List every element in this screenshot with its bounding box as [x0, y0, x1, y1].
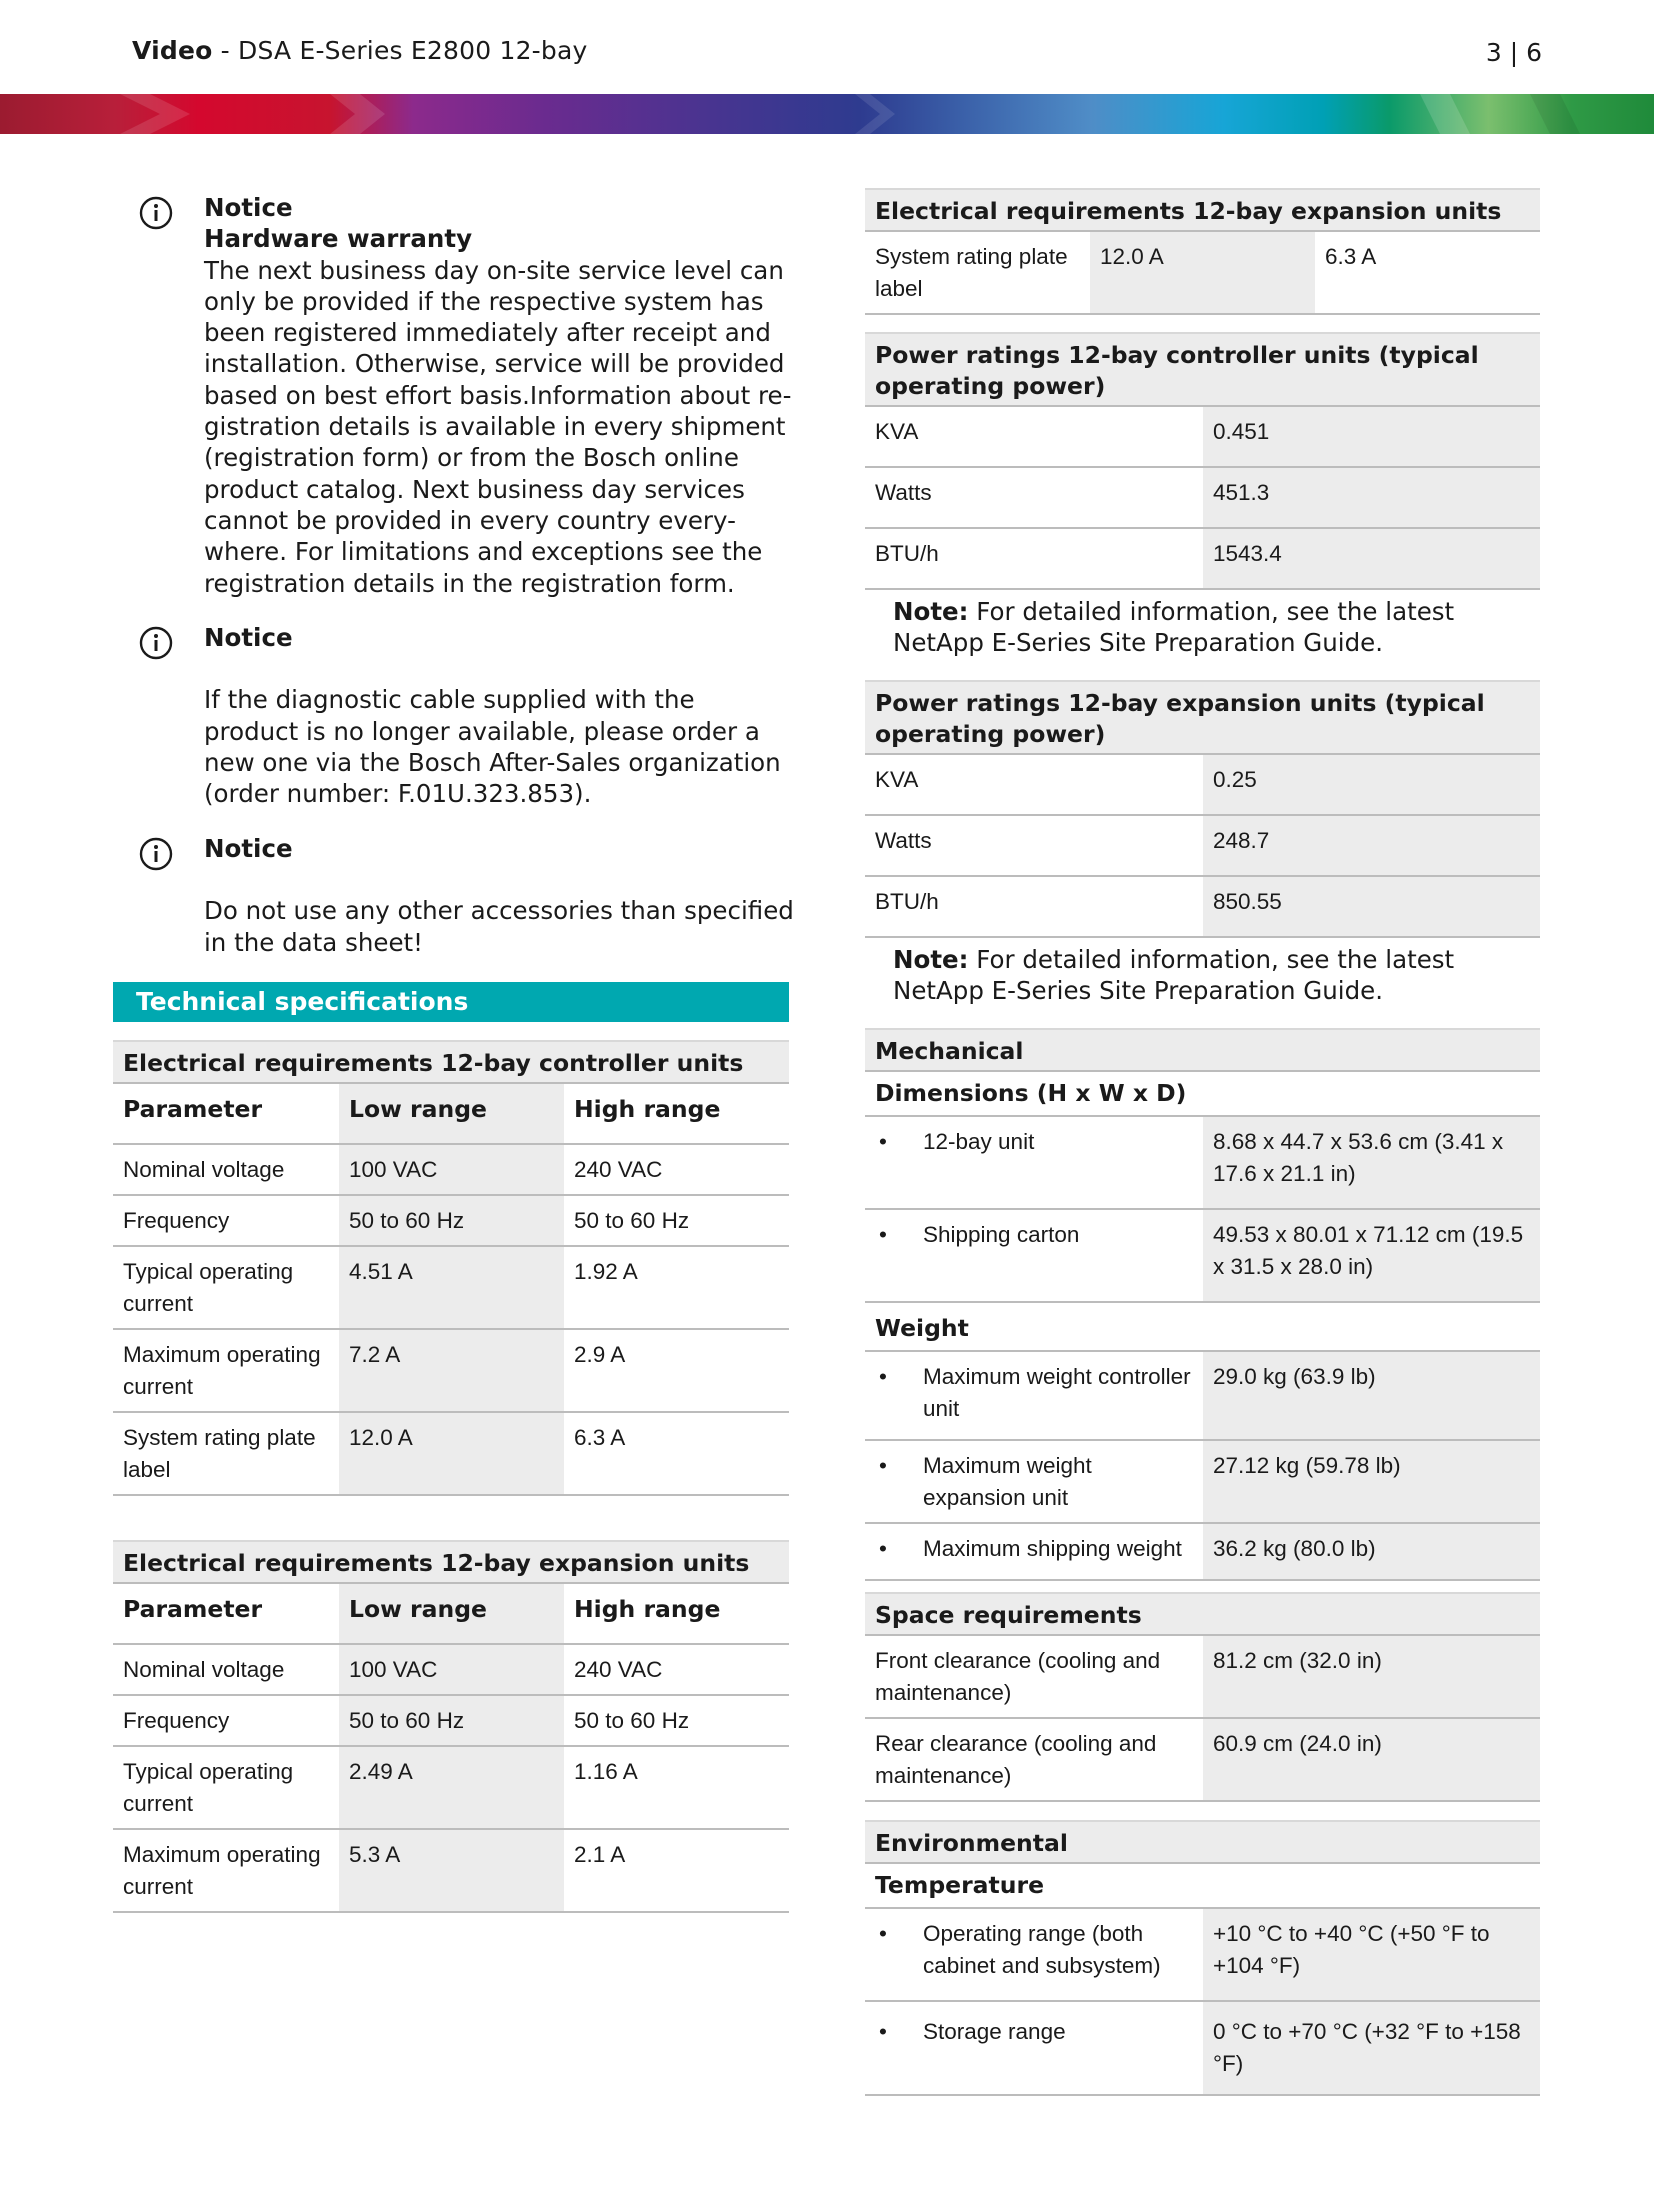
table-row — [865, 406, 1540, 467]
row-high-value: 6.3 A — [1315, 231, 1540, 314]
row-low-value: 12.0 A — [339, 1412, 564, 1495]
row-label-text: Shipping carton — [923, 1222, 1080, 1247]
subsection-title-temperature: Temperature — [865, 1863, 1540, 1908]
row-label — [865, 1116, 1203, 1209]
column-header-low-range: Low range — [339, 1083, 564, 1144]
subsection-title-weight: Weight — [865, 1302, 1540, 1351]
row-label-text: Maximum weight controller unit — [923, 1364, 1191, 1421]
row-label — [865, 1523, 1203, 1580]
table-row — [865, 1635, 1540, 1718]
table-environmental — [865, 1820, 1540, 2096]
table-space-requirements — [865, 1592, 1540, 1802]
table-row — [113, 1144, 789, 1195]
bullet: • — [879, 2019, 887, 2044]
row-label: System rating plate label — [113, 1412, 339, 1495]
notice-text: If the diagnostic cable supplied with the product is no longer available, please order a new one via the Bosch After-Sales organization (order number: F.01U.323.853). — [204, 685, 781, 809]
header-product: DSA E-Series E2800 12-bay — [238, 36, 588, 65]
row-low-value: 50 to 60 Hz — [339, 1695, 564, 1746]
table-row — [865, 2001, 1540, 2095]
row-label: Frequency — [113, 1195, 339, 1246]
row-label: System rating plate label — [865, 231, 1090, 314]
row-label: BTU/h — [865, 528, 1203, 589]
bullet: • — [879, 1453, 887, 1478]
table-row — [865, 1116, 1540, 1209]
row-label: KVA — [865, 406, 1203, 467]
row-value: 81.2 cm (32.0 in) — [1203, 1635, 1540, 1718]
row-label: Frequency — [113, 1695, 339, 1746]
table-caption: Power ratings 12-bay controller units (typical operating power) — [865, 333, 1540, 406]
table-caption: Electrical requirements 12-bay expansion units — [865, 189, 1540, 231]
column-header-parameter: Parameter — [113, 1083, 339, 1144]
row-value: 1543.4 — [1203, 528, 1540, 589]
table-row — [865, 815, 1540, 876]
table-row — [865, 467, 1540, 528]
table-row — [865, 528, 1540, 589]
table-row — [865, 754, 1540, 815]
row-value: 248.7 — [1203, 815, 1540, 876]
row-value: 60.9 cm (24.0 in) — [1203, 1718, 1540, 1801]
row-low-value: 50 to 60 Hz — [339, 1195, 564, 1246]
row-label: KVA — [865, 754, 1203, 815]
row-label — [865, 1440, 1203, 1523]
table-row — [865, 1718, 1540, 1801]
row-label-text: 12-bay unit — [923, 1129, 1035, 1154]
header-category: Video — [132, 36, 213, 65]
header-title — [132, 36, 588, 65]
header-separator: - — [212, 36, 239, 65]
column-header-parameter: Parameter — [113, 1583, 339, 1644]
row-value: 451.3 — [1203, 467, 1540, 528]
table-row — [865, 1523, 1540, 1580]
table-row — [865, 876, 1540, 937]
row-high-value: 240 VAC — [564, 1144, 789, 1195]
row-label: Watts — [865, 467, 1203, 528]
info-icon — [139, 196, 173, 230]
row-high-value: 6.3 A — [564, 1412, 789, 1495]
table-row — [865, 1440, 1540, 1523]
row-label: Rear clearance (cooling and maintenance) — [865, 1718, 1203, 1801]
notice-title: Notice — [204, 623, 293, 652]
notice-title: Notice — [204, 834, 293, 863]
column-header-high-range: High range — [564, 1583, 789, 1644]
row-value: 49.53 x 80.01 x 71.12 cm (19.5 x 31.5 x 28.0 in) — [1203, 1209, 1540, 1302]
table-row — [113, 1746, 789, 1829]
row-value: +10 °C to +40 °C (+50 °F to +104 °F) — [1203, 1908, 1540, 2001]
note-label: Note: — [893, 945, 969, 974]
table-row — [113, 1246, 789, 1329]
table-caption: Electrical requirements 12-bay expansion units — [113, 1541, 789, 1583]
row-value: 0.451 — [1203, 406, 1540, 467]
row-high-value: 1.16 A — [564, 1746, 789, 1829]
note — [865, 937, 1540, 1012]
table-row — [113, 1644, 789, 1695]
notice-subtitle: Hardware warranty — [204, 224, 473, 254]
section-title-technical-specifications: Technical specifications — [113, 982, 789, 1022]
row-high-value: 1.92 A — [564, 1246, 789, 1329]
row-low-value: 100 VAC — [339, 1644, 564, 1695]
info-icon — [139, 837, 173, 871]
row-label-text: Maximum shipping weight — [923, 1536, 1182, 1561]
table-caption: Electrical requirements 12-bay controller units — [113, 1041, 789, 1083]
row-low-value: 2.49 A — [339, 1746, 564, 1829]
table-row — [865, 231, 1540, 314]
table-electrical-expansion — [113, 1540, 789, 1913]
row-label-text: Maximum weight expansion unit — [923, 1453, 1092, 1510]
row-low-value: 7.2 A — [339, 1329, 564, 1412]
notice-text: Do not use any other accessories than specified in the data sheet! — [204, 896, 794, 957]
note-text: For detailed information, see the latest NetApp E-Series Site Preparation Guide. — [893, 945, 1455, 1005]
subsection-title-dimensions: Dimensions (H x W x D) — [865, 1071, 1540, 1116]
table-row — [865, 1908, 1540, 2001]
row-label: Typical operating current — [113, 1746, 339, 1829]
note — [865, 589, 1540, 664]
table-row — [113, 1829, 789, 1912]
table-row — [865, 1351, 1540, 1440]
bullet: • — [879, 1222, 887, 1247]
table-row — [865, 1209, 1540, 1302]
row-label: Nominal voltage — [113, 1644, 339, 1695]
row-label-text: Operating range (both cabinet and subsystem) — [923, 1921, 1161, 1978]
table-caption: Environmental — [865, 1821, 1540, 1863]
row-value: 27.12 kg (59.78 lb) — [1203, 1440, 1540, 1523]
bullet: • — [879, 1129, 887, 1154]
table-electrical-controller — [113, 1040, 789, 1496]
row-value: 850.55 — [1203, 876, 1540, 937]
row-low-value: 5.3 A — [339, 1829, 564, 1912]
row-high-value: 50 to 60 Hz — [564, 1195, 789, 1246]
bullet: • — [879, 1921, 887, 1946]
table-caption: Power ratings 12-bay expansion units (typical operating power) — [865, 681, 1540, 754]
row-low-value: 100 VAC — [339, 1144, 564, 1195]
notice-title: Notice — [204, 193, 293, 222]
table-power-controller — [865, 332, 1540, 664]
column-header-high-range: High range — [564, 1083, 789, 1144]
row-value: 8.68 x 44.7 x 53.6 cm (3.41 x 17.6 x 21.1 in) — [1203, 1116, 1540, 1209]
table-row — [113, 1695, 789, 1746]
notice-text: The next business day on-site service level can only be provided if the respective system has been registered immediately after receipt and installation. Otherwise, service will be provided based on best effort basis.Information about re- gistration details is available in every shipment (registration form) or from the Bosch online product catalog. Next business day services cannot be provided in every country every- where. For limitations and exceptions see the registration details in the registration form. — [204, 255, 792, 598]
row-low-value: 12.0 A — [1090, 231, 1315, 314]
row-label: Maximum operating current — [113, 1829, 339, 1912]
table-caption: Mechanical — [865, 1029, 1540, 1071]
row-label — [865, 2001, 1203, 2095]
note-label: Note: — [893, 597, 969, 626]
row-label: Watts — [865, 815, 1203, 876]
row-value: 0.25 — [1203, 754, 1540, 815]
table-electrical-expansion-continued — [865, 188, 1540, 315]
row-high-value: 50 to 60 Hz — [564, 1695, 789, 1746]
table-power-expansion — [865, 680, 1540, 1012]
row-label: Nominal voltage — [113, 1144, 339, 1195]
bullet: • — [879, 1536, 887, 1561]
row-label-text: Storage range — [923, 2019, 1066, 2044]
row-high-value: 2.9 A — [564, 1329, 789, 1412]
row-value: 0 °C to +70 °C (+32 °F to +158 °F) — [1203, 2001, 1540, 2095]
row-label: Maximum operating current — [113, 1329, 339, 1412]
row-high-value: 240 VAC — [564, 1644, 789, 1695]
row-label: Typical operating current — [113, 1246, 339, 1329]
info-icon — [139, 626, 173, 660]
table-caption: Space requirements — [865, 1593, 1540, 1635]
note-text: For detailed information, see the latest NetApp E-Series Site Preparation Guide. — [893, 597, 1455, 657]
row-label: Front clearance (cooling and maintenance) — [865, 1635, 1203, 1718]
row-label — [865, 1351, 1203, 1440]
table-mechanical — [865, 1028, 1540, 1581]
row-value: 29.0 kg (63.9 lb) — [1203, 1351, 1540, 1440]
brand-color-band — [0, 94, 1654, 134]
row-high-value: 2.1 A — [564, 1829, 789, 1912]
row-low-value: 4.51 A — [339, 1246, 564, 1329]
table-row — [113, 1195, 789, 1246]
row-label: BTU/h — [865, 876, 1203, 937]
table-row — [113, 1412, 789, 1495]
bullet: • — [879, 1364, 887, 1389]
row-label — [865, 1908, 1203, 2001]
row-label — [865, 1209, 1203, 1302]
table-row — [113, 1329, 789, 1412]
column-header-low-range: Low range — [339, 1583, 564, 1644]
page-indicator: 3 | 6 — [1485, 38, 1542, 67]
row-value: 36.2 kg (80.0 lb) — [1203, 1523, 1540, 1580]
